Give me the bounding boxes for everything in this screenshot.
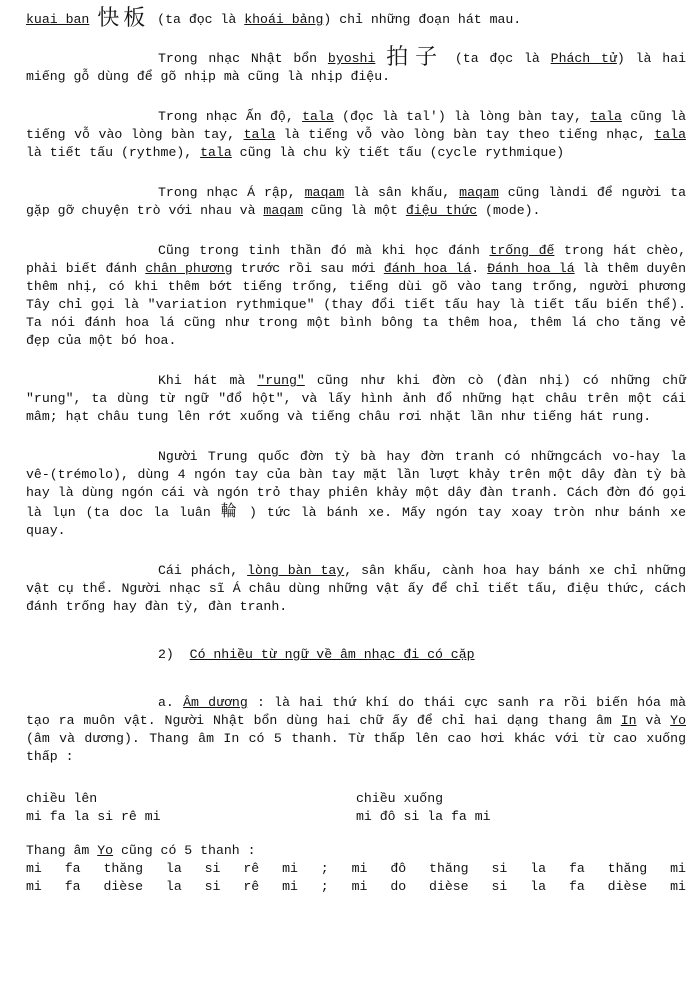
cjk-kuai-ban: 快板 xyxy=(97,6,150,31)
term-tala: tala xyxy=(654,127,686,142)
term-rung: "rung" xyxy=(257,373,305,388)
text: Thang âm xyxy=(26,843,98,858)
text: ) chỉ những đoạn hát mau. xyxy=(323,12,522,27)
term-tala: tala xyxy=(302,109,334,124)
text: cũng làndi để người ta gặp gỡ chuyện trò với nhau và xyxy=(26,185,686,218)
note: do xyxy=(390,879,407,894)
document-page xyxy=(26,6,687,896)
text: là tiết tấu (rythme), xyxy=(26,145,201,160)
text: . xyxy=(471,261,488,276)
note: mi xyxy=(670,861,686,876)
note: rê xyxy=(243,861,260,876)
text: a. xyxy=(158,695,184,710)
term-in: In xyxy=(620,713,637,728)
scale-in-block xyxy=(26,790,686,826)
paragraph-am-duong xyxy=(26,694,686,766)
scale-yo-row-2 xyxy=(26,878,686,896)
note: đô xyxy=(390,861,407,876)
term-yo: Yo xyxy=(97,843,114,858)
paragraph-china xyxy=(26,448,686,540)
note: mi xyxy=(26,879,42,894)
note: thăng xyxy=(607,861,648,876)
text: (ta đọc là xyxy=(157,12,245,27)
term-tala: tala xyxy=(590,109,622,124)
scale-yo-row-1 xyxy=(26,860,686,878)
note: fa xyxy=(64,879,81,894)
text: Khi hát mà xyxy=(158,373,258,388)
term-byoshi: byoshi xyxy=(327,51,376,66)
text: Trong nhạc Á rập, xyxy=(158,185,305,200)
separator: ; xyxy=(320,879,329,894)
note: la xyxy=(530,879,547,894)
note: fa xyxy=(568,879,585,894)
text: cũng là chu kỳ tiết tấu (cycle rythmique) xyxy=(231,145,565,160)
note: mi xyxy=(351,861,368,876)
kuai-ban-line xyxy=(26,6,686,31)
term-dieu-thuc: điệu thức xyxy=(405,203,478,218)
note: mi xyxy=(282,861,298,876)
paragraph-summary xyxy=(26,562,686,616)
term-maqam: maqam xyxy=(304,185,345,200)
paragraph-arab xyxy=(26,184,686,220)
note: mi xyxy=(282,879,298,894)
note: la xyxy=(165,861,182,876)
text: ) là hai miếng gỗ dùng để gõ nhịp mà cũng là nhịp điệu. xyxy=(26,51,687,84)
note: dièse xyxy=(429,879,469,894)
scale-down-label: chiều xuống xyxy=(356,791,444,806)
text: và xyxy=(636,713,671,728)
term-tala: tala xyxy=(243,127,276,142)
paragraph-india xyxy=(26,108,686,162)
text: là tiếng vỗ vào lòng bàn tay theo tiếng nhạc, xyxy=(275,127,655,142)
scale-down-notes: mi đô si la fa mi xyxy=(356,809,491,824)
note: la xyxy=(165,879,182,894)
text: : là hai thứ khí do thái cực sanh ra rồi biến hóa mà tạo ra muôn vật. Người Nhật bổn dùng hai chữ ấy để chỉ hai dạng thang âm xyxy=(26,695,686,728)
cjk-luan: 輪 xyxy=(220,501,239,520)
term-phach-tu: Phách tử xyxy=(550,51,617,66)
note: la xyxy=(530,861,547,876)
text: (âm và dương). Thang âm In có 5 thanh. Từ thấp lên cao hơi khác với từ cao xuống thấp : xyxy=(26,731,686,764)
note: rê xyxy=(243,879,260,894)
note: thăng xyxy=(429,861,469,876)
term-trong-de: trống đế xyxy=(489,243,555,258)
note: dièse xyxy=(103,879,144,894)
text: (ta đọc là xyxy=(444,51,551,66)
text: , sân khấu, cành hoa hay bánh xe chỉ những vật cụ thể. Người nhạc sĩ Á châu dùng những vật ấy để chỉ tiết tấu, điệu thức, cách đánh trống hay đàn tỳ, đàn tranh. xyxy=(26,563,686,614)
section-heading xyxy=(158,646,686,664)
note: thăng xyxy=(103,861,144,876)
term-chan-phuong: chân phương xyxy=(145,261,233,276)
term-maqam: maqam xyxy=(263,203,303,218)
term-kuai-ban: kuai ban xyxy=(26,12,90,27)
cjk-byoshi: 拍子 xyxy=(386,45,445,70)
scale-in-up xyxy=(26,790,356,826)
paragraph-rung xyxy=(26,372,686,426)
text: Cái phách, xyxy=(158,563,248,578)
text: cũng là một xyxy=(303,203,406,218)
scale-up-notes: mi fa la si rê mi xyxy=(26,809,161,824)
text: cũng có 5 thanh : xyxy=(113,843,256,858)
separator: ; xyxy=(320,861,329,876)
paragraph-drum xyxy=(26,242,686,350)
text: Người Trung quốc đờn tỳ bà hay đờn tranh có nhữngcách vo-hay la vê-(trémolo), dùng 4 ngón tay của bàn tay mặt lần lượt khảy trên một dây đàn tỳ bà hay là dùng ngón cái và ngón trỏ thay phiên khảy một dây đàn tranh. Cách đờn đó gọi là lụn (ta doc la luân xyxy=(26,449,686,520)
scale-yo-intro xyxy=(26,842,686,860)
term-long-ban-tay: lòng bàn tay xyxy=(247,563,345,578)
note: fa xyxy=(64,861,81,876)
note: mi xyxy=(26,861,42,876)
term-yo: Yo xyxy=(670,713,686,728)
term-khoai-bang: khoái bảng xyxy=(244,12,324,27)
term-tala: tala xyxy=(200,145,232,160)
note: mi xyxy=(670,879,686,894)
term-danh-hoa-la: Đánh hoa lá xyxy=(487,261,575,276)
text: Trong nhạc Ấn độ, xyxy=(158,109,303,124)
scale-in-down xyxy=(356,790,686,826)
text: Trong nhạc Nhật bổn xyxy=(158,51,328,66)
text: trong hát chèo, phải biết đánh xyxy=(26,243,686,276)
text: ) tức là bánh xe. Mấy ngón tay xoay tròn như bánh xe quay. xyxy=(26,505,686,538)
note: si xyxy=(204,861,221,876)
section-number: 2) xyxy=(158,647,174,662)
text: là thêm duyên thêm nhị, có khi thêm bớt tiếng trống, tiếng dùi gõ vào tang trống, người phương Tây chỉ gọi là "variation rythmique" (thay đổi tiết tấu hay là tiết tấu biến thể). Ta nói đánh hoa lá cũng như trong một bình bông ta thêm hoa, thêm lá cho tăng vẻ đẹp của một bó hoa. xyxy=(26,261,686,348)
note: si xyxy=(204,879,221,894)
note: mi xyxy=(351,879,368,894)
note: fa xyxy=(568,861,585,876)
section-title: Có nhiều từ ngữ về âm nhạc đi có cặp xyxy=(189,647,475,662)
text: cũng là tiếng vỗ vào lòng bàn tay, xyxy=(26,109,686,142)
paragraph-japan xyxy=(26,45,687,86)
text: là sân khấu, xyxy=(344,185,460,200)
text: (mode). xyxy=(477,203,541,218)
scale-up-label: chiều lên xyxy=(26,791,98,806)
term-danh-hoa-la: đánh hoa lá xyxy=(383,261,472,276)
text: trước rồi sau mới xyxy=(232,261,384,276)
text: Cũng trong tinh thần đó mà khi học đánh xyxy=(158,243,490,258)
term-am-duong: Âm dương xyxy=(183,695,248,710)
note: si xyxy=(491,879,508,894)
text: (đọc là tal') là lòng bàn tay, xyxy=(333,109,591,124)
note: dièse xyxy=(607,879,648,894)
note: si xyxy=(491,861,508,876)
term-maqam: maqam xyxy=(459,185,499,200)
text: cũng như khi đờn cò (đàn nhị) có những chữ "rung", ta dùng từ ngữ "đổ hột", và lấy hình ảnh đổ những hạt châu trên một cái mâm; hạt châu tung lên rớt xuống và tiếng châu rơi nhặt lần như tiếng hát rung. xyxy=(26,373,686,424)
